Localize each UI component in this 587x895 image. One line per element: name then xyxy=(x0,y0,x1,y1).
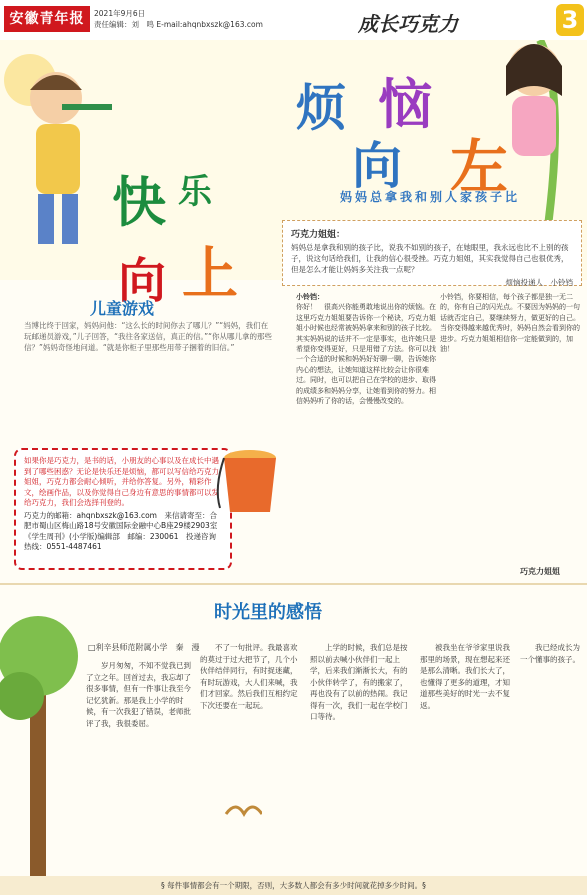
boy-with-flute-illustration xyxy=(4,60,114,260)
reply-body-1: 你好！ 很高兴你能勇敢地说出你的烦恼。在这里巧克力姐姐要告诉你一个秘诀，巧克力姐姐小时候也经常被妈妈拿来和别的孩子比较。其实妈妈说的话并不一定是事实，也许她只是希望你变得更好，只是用错了方法。你可以找一个合适的时候和妈妈好好聊一聊，告诉她你内心的想法，让她知道这样比较会让你很难过。同时，也可以把自己在学校的进步、取得的成绩多和妈妈分享，让她看到你的努力。相信妈妈听了你的话，会慢慢改变的。 xyxy=(296,303,436,406)
article-column-5: 我已经成长为一个懂事的孩子。 xyxy=(520,643,580,664)
reply-column-1 xyxy=(296,292,436,406)
title-char: 乐 xyxy=(178,172,212,212)
title-char: 烦 xyxy=(296,78,346,137)
title-char: 恼 xyxy=(378,72,432,136)
article-author: □利辛县师范附属小学 秦 漫 xyxy=(88,643,200,652)
tree-illustration xyxy=(0,586,90,876)
article-title: 时光里的感悟 xyxy=(214,602,322,623)
masthead-meta xyxy=(94,8,263,30)
letter-headline: 妈妈总拿我和别人家孩子比 xyxy=(340,190,521,204)
section-divider xyxy=(0,583,587,585)
bird-illustration xyxy=(222,800,262,826)
game-title: 儿童游戏 xyxy=(90,299,155,318)
letter-body: 妈妈总是拿我和别的孩子比，说我不如别的孩子，在她眼里，我永远也比不上别的孩子，说这句话给我们，让我的信心很受挫。巧克力姐姐，其实我觉得自己也很优秀，但是怎么才能让妈妈多关注我一点呢？ xyxy=(291,243,569,274)
title-char: 左 xyxy=(450,133,509,201)
title-char: 快 xyxy=(112,170,166,234)
editor: 责任编辑：刘 鸣 xyxy=(94,20,154,29)
submission-notice xyxy=(14,448,232,570)
game-text: 当博比终于回家，妈妈问他：“这么长的时间你去了哪儿？”“妈妈，我们在玩邮递员游戏，”儿子回答，“我往各家送信，真正的信。”“你从哪儿拿的那些信？”妈妈奇怪地问道。“就是你柜子里那些用带子捆着的旧信。” xyxy=(24,321,273,352)
title-char: 向 xyxy=(118,253,167,309)
reader-letter xyxy=(282,220,582,286)
title-char: 向 xyxy=(352,136,402,195)
notice-contact: 巧克力的邮箱：ahqnbxszk@163.com 来信请寄至：合肥市蜀山区梅山路18号安徽国际金融中心B座29楼2903室《学生周刊》(小学版)编辑部 邮编：230061 投递咨询热线：0551-4487461 xyxy=(24,510,218,551)
reply-greeting: 小铃铛： xyxy=(296,293,324,301)
email[interactable]: E-mail:ahqnbxszk@163.com xyxy=(156,20,263,29)
paint-bucket-illustration xyxy=(210,440,284,520)
footer-quote: § 每件事情都会有一个期限，否则，大多数人都会有多少时间就花掉多少时间。§ xyxy=(0,876,587,895)
letter-title: 巧克力姐姐： xyxy=(291,230,346,240)
title-char: 上 xyxy=(182,241,238,307)
article-column-3: 上学的时候，我们总是按照以前去喊小伙伴们一起上学，后来我们渐渐长大，有的小伙伴转学了，有的搬家了，再也没有了以前的热闹。我记得有一次，我们一起在学校门口等待。 xyxy=(310,643,408,721)
reply-column-2: 小铃铛，你要相信，每个孩子都是独一无二的，你有自己的闪光点。不要因为妈妈的一句话就否定自己，要继续努力，做更好的自己。当你变得越来越优秀时，妈妈自然会看到你的进步。巧克力姐姐相信你一定能做到的，加油！ xyxy=(440,293,580,354)
article-column-1: 岁月匆匆，不知不觉我已到了立之年。回首过去，我忘却了很多事情，但有一件事让我至今记忆犹新。那是我上小学的时候，有一次我犯了错误，老师批评了我，我很委屈。 xyxy=(86,661,191,728)
article-column-2: 不了一句批评。我最喜欢的莫过于过大把节了，几个小伙伴结伴同行，有时捉迷藏，有时玩游戏，大人们来喊，我们才回家。然后我们互相约定下次还要在一起玩。 xyxy=(200,643,298,710)
reply-signature: 巧克力姐姐 xyxy=(520,567,560,576)
notice-text: 如果你是巧克力，是书的话，小朋友的心事以及在成长中遇到了哪些困惑？无论是快乐还是烦恼，都可以写信给巧克力姐姐，巧克力都会耐心倾听，并给你答复。另外，精彩作文，绘画作品，以及你觉得自己身边有意思的事情都可以发给巧克力，我们会选择刊登的。 xyxy=(24,456,219,507)
page-number: 3 xyxy=(556,4,584,36)
article-column-4: 被我坐在爷爷家里说我那里的场景，现在想起来还是那么清晰。我们长大了，也懂得了更多的道理，才知道那些美好的时光一去不复返。 xyxy=(420,643,510,710)
section-title: 成长巧克力 xyxy=(358,12,458,36)
issue-date: 2021年9月6日 xyxy=(94,9,146,18)
newspaper-logo: 安徽青年报 xyxy=(4,6,90,32)
letter-signature: 烦恼投递人 小铃铛 xyxy=(505,278,573,287)
